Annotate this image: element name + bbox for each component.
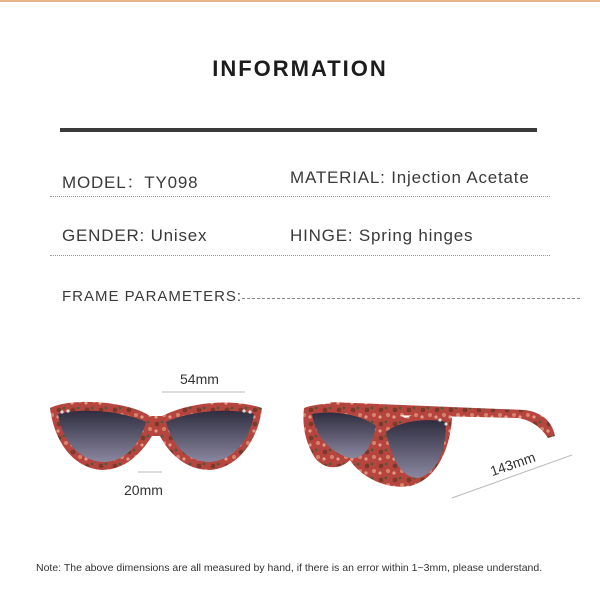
lens-width-label: 54mm — [180, 371, 219, 387]
frame-parameters-label: FRAME PARAMETERS: — [62, 288, 243, 305]
material-value: Injection Acetate — [391, 168, 530, 187]
measurement-note: Note: The above dimensions are all measured by hand, if there is an error within 1~3mm, please understand. — [36, 562, 543, 574]
bridge-width-label: 20mm — [124, 482, 163, 498]
gender-value: Unisex — [150, 226, 208, 245]
material-label: MATERIAL: — [290, 168, 386, 187]
model-value: TY098 — [144, 173, 199, 192]
page-title: INFORMATION — [212, 56, 388, 81]
hinge-label: HINGE: — [290, 226, 354, 245]
front-view-glasses — [50, 392, 262, 472]
gender-label: GENDER: — [62, 226, 146, 245]
temple-length-label: 143mm — [488, 448, 538, 480]
model-label: MODEL： — [62, 173, 145, 192]
hinge-value: Spring hinges — [358, 226, 474, 245]
